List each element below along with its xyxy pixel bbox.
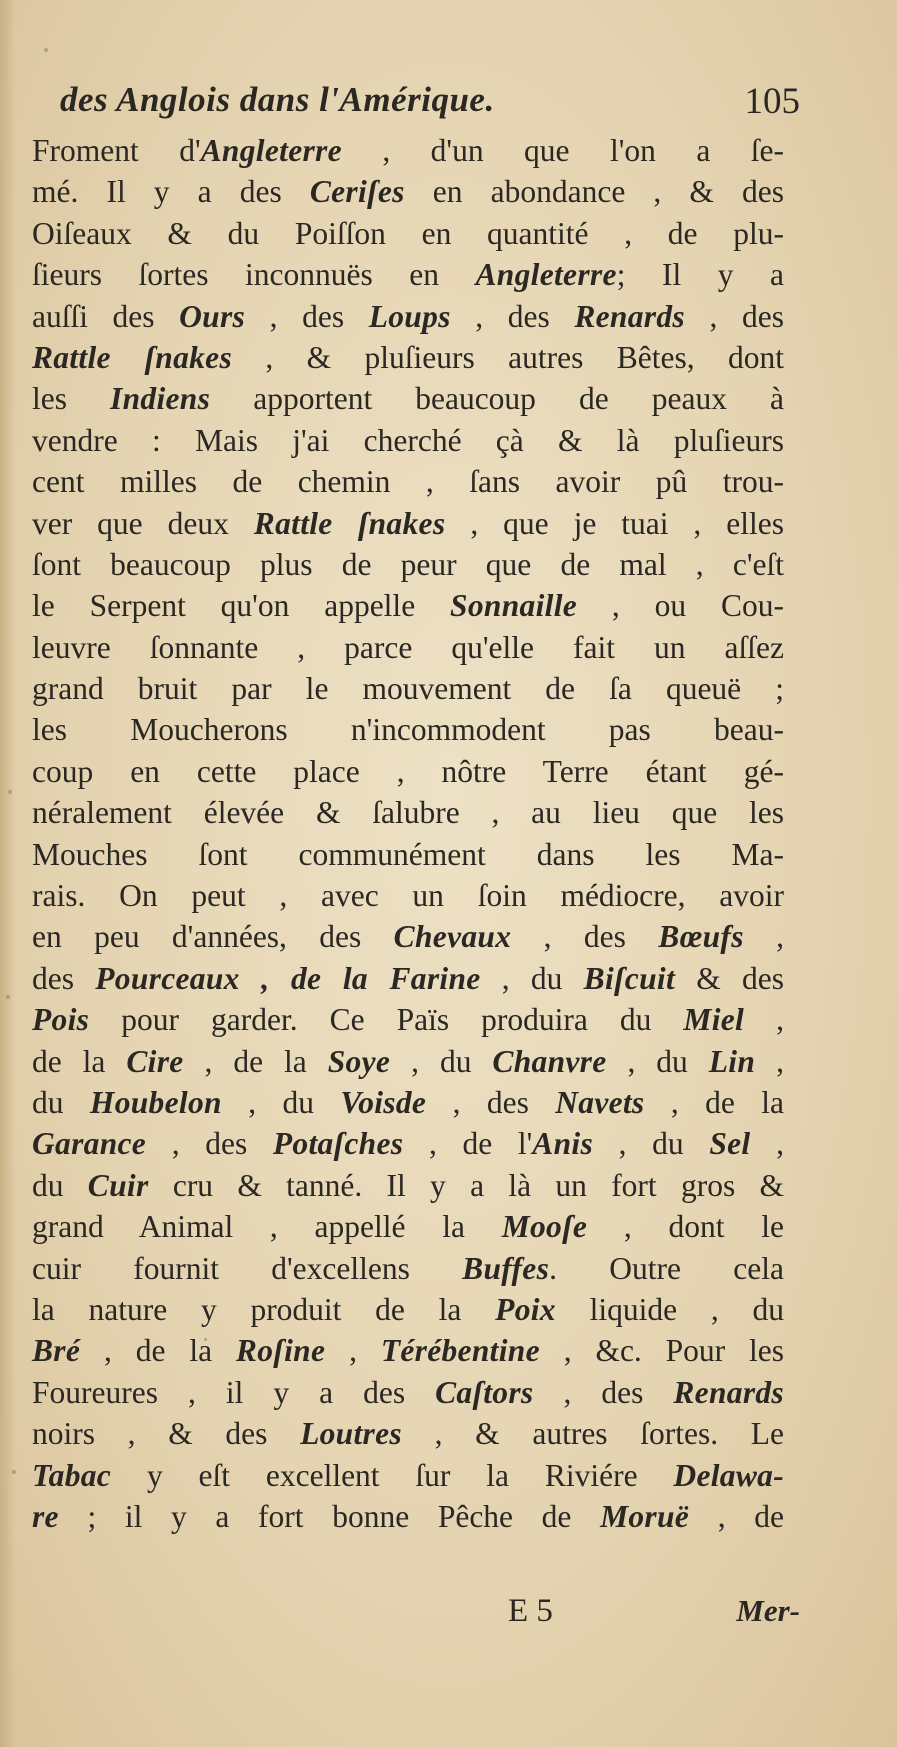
text-run: ; Il y a [616, 257, 784, 293]
text-run: ſont beaucoup plus de peur que de mal , c'eſt [32, 546, 784, 582]
text-run: , des [245, 298, 369, 334]
italic-term: Rattle ſnakes [32, 339, 233, 375]
text-line [32, 1455, 784, 1496]
text-run: leuvre ſonnante , parce qu'elle fait un aſſez [32, 629, 784, 665]
italic-term: Renards [574, 298, 685, 334]
text-run: y eſt excellent ſur la Riviére [111, 1457, 674, 1493]
text-line [32, 916, 784, 957]
text-run: , [743, 919, 784, 955]
text-run: Froment d' [32, 133, 201, 168]
italic-term: Indiens [110, 381, 211, 417]
text-run: , des [426, 1084, 556, 1120]
italic-term: Sonnaille [450, 588, 578, 624]
text-run: coup en cette place , nôtre Terre étant gé- [32, 753, 784, 789]
italic-term: Mooſe [501, 1209, 588, 1245]
italic-term: Anis [532, 1126, 594, 1162]
text-line [32, 627, 784, 668]
italic-term: Loutres [300, 1416, 402, 1452]
italic-term: Ceriſes [309, 174, 405, 210]
text-line [32, 1041, 784, 1082]
page-footer [60, 1593, 800, 1643]
italic-term: Moruë [600, 1498, 690, 1534]
text-run: , du [221, 1084, 341, 1120]
text-run: , ou Cou- [577, 588, 785, 624]
italic-term: Buffes [462, 1250, 550, 1286]
text-run: du [32, 1084, 90, 1120]
text-run: , de la [644, 1084, 785, 1120]
text-run: , [325, 1333, 381, 1369]
italic-term: Roſine [235, 1333, 326, 1369]
text-run: les [32, 381, 111, 417]
text-run: rais. On peut , avec un ſoin médiocre, avoir [32, 878, 784, 914]
text-run: néralement élevée & ſalubre , au lieu que les [32, 795, 784, 831]
text-run: ver que deux [32, 505, 254, 541]
text-line [32, 1206, 784, 1247]
text-run: , & autres ſortes. Le [401, 1416, 784, 1452]
text-run: , & pluſieurs autres Bêtes, dont [232, 339, 784, 375]
italic-term: Chevaux [393, 919, 512, 955]
italic-term: Soye [327, 1043, 391, 1079]
text-run: & des [675, 960, 784, 996]
text-line [32, 1413, 784, 1454]
italic-term: Angleterre [475, 257, 617, 293]
text-line [32, 1496, 784, 1537]
text-run: , des [146, 1126, 273, 1162]
italic-term: Sel [709, 1126, 751, 1162]
text-run: en abondance , & des [404, 174, 784, 210]
text-line [32, 1372, 784, 1413]
text-run: , des [450, 298, 575, 334]
text-run: ſieurs ſortes inconnuës en [32, 257, 476, 293]
italic-term: Renards [673, 1374, 784, 1410]
text-line [32, 171, 784, 212]
italic-term: Voisde [340, 1084, 427, 1120]
italic-term: Potaſches [272, 1126, 404, 1162]
text-line [32, 1165, 784, 1206]
italic-term: Chanvre [492, 1043, 607, 1079]
text-run: Mouches ſont communément dans les Ma- [32, 836, 784, 872]
text-run: grand Animal , appellé la [32, 1209, 502, 1245]
text-line [32, 1248, 784, 1289]
text-run: ; il y a fort bonne Pêche de [58, 1498, 601, 1534]
text-run: , de [689, 1498, 784, 1534]
text-line [32, 296, 784, 337]
italic-term: Navets [555, 1084, 645, 1120]
text-line [32, 1330, 784, 1371]
text-run: , de la [183, 1043, 328, 1079]
page-number: 105 [744, 81, 800, 122]
italic-term: Loups [368, 298, 451, 334]
text-run: apportent beaucoup de peaux à [210, 381, 784, 417]
italic-term: Garance [32, 1126, 147, 1162]
text-run: , du [390, 1043, 493, 1079]
text-run: de la [32, 1043, 127, 1079]
text-run: , [744, 1002, 784, 1038]
text-run: , d'un que l'on a ſe- [341, 133, 784, 168]
page-header [60, 80, 800, 130]
text-run: en peu d'années, des [32, 919, 394, 955]
text-run: , des [684, 298, 784, 334]
text-line [32, 1289, 784, 1330]
italic-term: re [32, 1498, 59, 1534]
page-gutter-shadow [0, 0, 16, 1747]
text-run: liquide , du [555, 1291, 784, 1327]
text-run: les Moucherons n'incommodent pas beau- [32, 712, 784, 748]
text-line [32, 420, 784, 461]
text-line [32, 1082, 784, 1123]
text-run: , du [593, 1126, 710, 1162]
body-text [32, 130, 784, 1537]
italic-term: Angleterre [200, 133, 342, 168]
italic-term: Lin [708, 1043, 756, 1079]
text-run: cru & tanné. Il y a là un fort gros & [148, 1167, 785, 1203]
text-line [32, 503, 784, 544]
text-run: , de la [80, 1333, 236, 1369]
text-run: pour garder. Ce Païs produira du [89, 1002, 684, 1038]
text-line [32, 999, 784, 1040]
text-run: , dont le [587, 1209, 784, 1245]
text-run: , du [606, 1043, 709, 1079]
text-line [32, 130, 784, 171]
italic-term: Poix [495, 1291, 556, 1327]
italic-term: Cuir [87, 1167, 149, 1203]
italic-term: Pourceaux , de la Farine [95, 960, 481, 996]
text-run: , que je tuai , elles [445, 505, 784, 541]
italic-term: Houbelon [89, 1084, 222, 1120]
text-line [32, 1123, 784, 1164]
text-run: , [755, 1043, 785, 1079]
text-run: , de l' [403, 1126, 533, 1162]
text-run: la nature y produit de la [32, 1291, 496, 1327]
text-run: du [32, 1167, 88, 1203]
text-run: vendre : Mais j'ai cherché çà & là pluſieurs [32, 422, 784, 458]
text-run: mé. Il y a des [32, 174, 310, 210]
text-run: , du [480, 960, 584, 996]
text-run: cuir fournit d'excellens [32, 1250, 463, 1286]
text-run: , [750, 1126, 784, 1162]
text-line [32, 958, 784, 999]
text-run: des [32, 960, 96, 996]
italic-term: Delawa- [673, 1457, 784, 1493]
catchword: Mer- [736, 1593, 800, 1628]
text-line [32, 834, 784, 875]
text-line [32, 585, 784, 626]
italic-term: Pois [32, 1002, 90, 1038]
text-run: , des [511, 919, 659, 955]
text-line [32, 751, 784, 792]
text-line [32, 213, 784, 254]
text-run: noirs , & des [32, 1416, 301, 1452]
text-run: , des [533, 1374, 674, 1410]
text-line [32, 875, 784, 916]
text-run: . Outre cela [549, 1250, 784, 1286]
text-run: , &c. Pour les [539, 1333, 785, 1369]
italic-term: Biſcuit [583, 960, 676, 996]
text-run: Foureures , il y a des [32, 1374, 436, 1410]
text-line [32, 544, 784, 585]
signature-mark: E 5 [508, 1593, 553, 1629]
text-line [32, 378, 784, 419]
text-run: auſſi des [32, 298, 180, 334]
text-line [32, 254, 784, 295]
text-run: grand bruit par le mouvement de ſa queuë ; [32, 671, 784, 707]
text-line [32, 709, 784, 750]
text-line [32, 461, 784, 502]
italic-term: Rattle ſnakes [253, 505, 446, 541]
text-run: le Serpent qu'on appelle [32, 588, 451, 624]
text-line [32, 792, 784, 833]
italic-term: Bœufs [658, 919, 744, 955]
italic-term: Bré [32, 1333, 81, 1369]
italic-term: Ours [179, 298, 246, 334]
text-line [32, 668, 784, 709]
text-line [32, 337, 784, 378]
running-title: des Anglois dans l'Amérique. [60, 80, 495, 119]
text-run: cent milles de chemin , ſans avoir pû trou- [32, 464, 784, 500]
italic-term: Térébentine [380, 1333, 540, 1369]
text-run: Oiſeaux & du Poiſſon en quantité , de plu- [32, 215, 784, 251]
italic-term: Tabac [32, 1457, 112, 1493]
italic-term: Caſtors [435, 1374, 534, 1410]
italic-term: Cire [126, 1043, 184, 1079]
italic-term: Miel [683, 1002, 745, 1038]
